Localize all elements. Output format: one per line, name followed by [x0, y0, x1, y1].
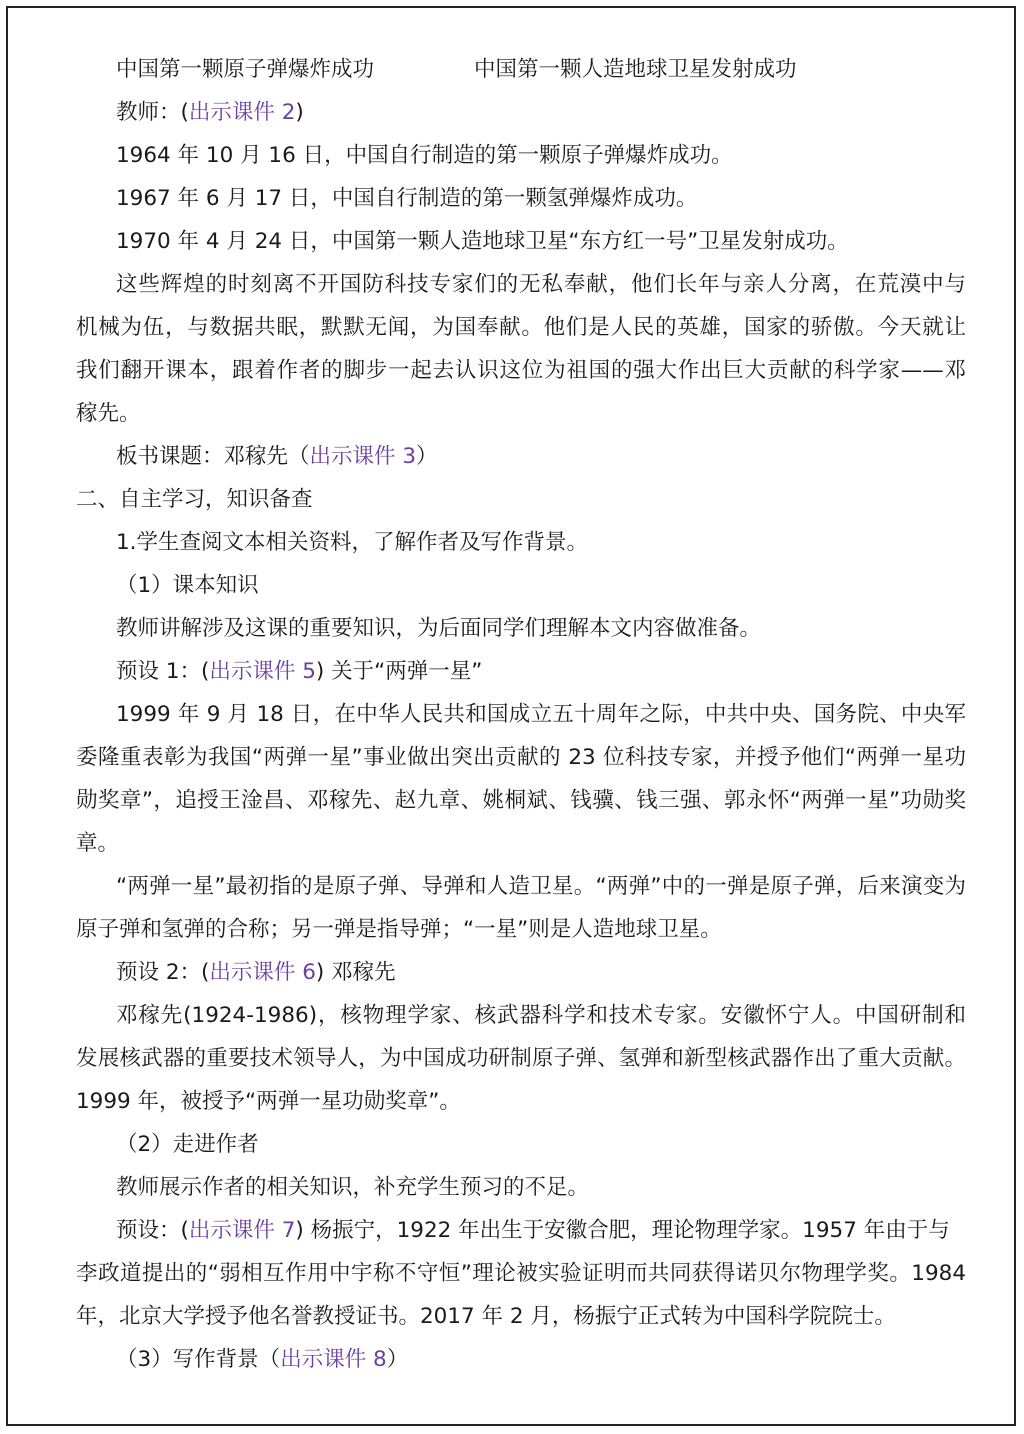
courseware-link-7[interactable]: 出示课件 7 [188, 1218, 296, 1243]
paragraph-line: 勋奖章”，追授王淦昌、邓稼先、赵九章、姚桐斌、钱骥、钱三强、郭永怀“两弹一星”功勋奖 [76, 788, 966, 813]
text: 板书课题：邓稼先（ [116, 444, 310, 469]
text: 预设 1：( [116, 659, 210, 684]
background-heading-line [116, 1338, 1006, 1381]
text: ） [416, 444, 438, 469]
paragraph-line: 发展核武器的重要技术领导人，为中国成功研制原子弹、氢弹和新型核武器作出了重大贡献。 [76, 1046, 966, 1071]
paragraph-line: 教师展示作者的相关知识，补充学生预习的不足。 [116, 1175, 590, 1200]
courseware-link-2[interactable]: 出示课件 2 [188, 100, 296, 125]
paragraph-line: 教师讲解涉及这课的重要知识，为后面同学们理解本文内容做准备。 [116, 616, 762, 641]
courseware-link-3[interactable]: 出示课件 3 [309, 444, 417, 469]
courseware-link-6[interactable]: 出示课件 6 [209, 960, 316, 985]
heading-row [116, 48, 1006, 91]
paragraph-line: 稼先。 [76, 401, 141, 426]
heading-right: 中国第一颗人造地球卫星发射成功 [474, 57, 797, 82]
paragraph-line: 章。 [76, 831, 120, 856]
teacher-line [116, 91, 1006, 134]
preset-author-line [116, 1209, 966, 1252]
board-title-line [116, 435, 1006, 478]
text: ) 关于“两弹一星” [315, 659, 483, 684]
section-heading: 二、自主学习，知识备查 [76, 487, 313, 512]
preset-2-line [116, 951, 1006, 994]
text: ) [295, 100, 304, 125]
paragraph-line: 李政道提出的“弱相互作用中宇称不守恒”理论被实验证明而共同获得诺贝尔物理学奖。1984 [76, 1261, 966, 1286]
text: （3）写作背景（ [116, 1347, 281, 1372]
text: ) 邓稼先 [315, 960, 396, 985]
paragraph-line: 1.学生查阅文本相关资料，了解作者及写作背景。 [116, 530, 589, 555]
courseware-link-8[interactable]: 出示课件 8 [280, 1347, 387, 1372]
text: ） [386, 1347, 409, 1372]
paragraph-line: 1967 年 6 月 17 日，中国自行制造的第一颗氢弹爆炸成功。 [116, 186, 698, 211]
paragraph-line: “两弹一星”最初指的是原子弹、导弹和人造卫星。“两弹”中的一弹是原子弹，后来演变为 [116, 874, 966, 899]
paragraph-line: 这些辉煌的时刻离不开国防科技专家们的无私奉献，他们长年与亲人分离，在荒漠中与 [116, 272, 966, 297]
text: ) 杨振宁，1922 年出生于安徽合肥，理论物理学家。1957 年由于与 [295, 1218, 950, 1243]
paragraph-line: 1999 年，被授予“两弹一星功勋奖章”。 [76, 1089, 461, 1114]
text: 教师：( [116, 100, 189, 125]
heading-left: 中国第一颗原子弹爆炸成功 [116, 57, 375, 82]
paragraph-line: 委隆重表彰为我国“两弹一星”事业做出突出贡献的 23 位科技专家，并授予他们“两弹一星功 [76, 745, 966, 770]
paragraph-line: 年，北京大学授予他名誉教授证书。2017 年 2 月，杨振宁正式转为中国科学院院士。 [76, 1304, 896, 1329]
subheading: （1）课本知识 [116, 573, 259, 598]
preset-1-line [116, 650, 1006, 693]
paragraph-line: 原子弹和氢弹的合称；另一弹是指导弹；“一星”则是人造地球卫星。 [76, 917, 722, 942]
paragraph-line: 机械为伍，与数据共眠，默默无闻，为国奉献。他们是人民的英雄，国家的骄傲。今天就让 [76, 315, 966, 340]
paragraph-line: 1999 年 9 月 18 日，在中华人民共和国成立五十周年之际，中共中央、国务院、中央军 [116, 702, 966, 727]
paragraph-line: 1970 年 4 月 24 日，中国第一颗人造地球卫星“东方红一号”卫星发射成功。 [116, 229, 849, 254]
paragraph-line: 我们翻开课本，跟着作者的脚步一起去认识这位为祖国的强大作出巨大贡献的科学家——邓 [76, 358, 966, 383]
page-frame [6, 6, 1016, 1426]
text: 预设 2：( [116, 960, 210, 985]
paragraph-line: 1964 年 10 月 16 日，中国自行制造的第一颗原子弹爆炸成功。 [116, 143, 733, 168]
subheading: （2）走进作者 [116, 1132, 259, 1157]
courseware-link-5[interactable]: 出示课件 5 [209, 659, 316, 684]
paragraph-line: 邓稼先(1924-1986)，核物理学家、核武器科学和技术专家。安徽怀宁人。中国研制和 [116, 1003, 966, 1028]
text: 预设：( [116, 1218, 189, 1243]
